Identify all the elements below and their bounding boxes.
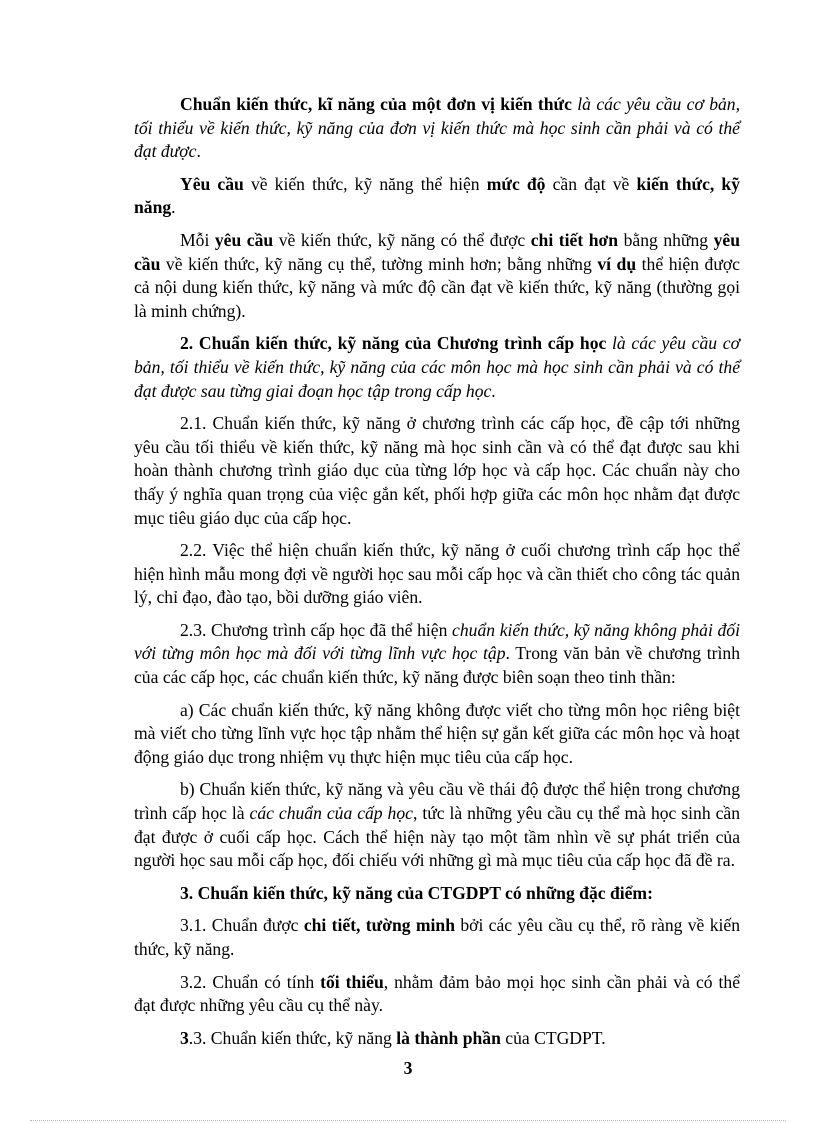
text-run: , nhằm đảm bảo mọi học sinh cần phải và có thể đạt được những yêu cầu cụ thể này.: [134, 971, 741, 1016]
text-run: về kiến thức, kỹ năng thể hiện: [243, 173, 487, 194]
para-3-3: [134, 1027, 740, 1051]
text-run: .: [491, 380, 496, 401]
bold-run: tối thiểu: [320, 971, 384, 992]
para-b: [134, 778, 740, 872]
bold-run: yêu cầu: [134, 229, 740, 274]
page-body: [134, 93, 740, 1059]
text-run: . Trong văn bản về chương trình của các cấp học, các chuẩn kiến thức, kỹ năng được biên soạn theo tinh thần:: [134, 643, 741, 688]
italic-run: là các yêu cầu cơ bản, tối thiểu về kiến thức, kỹ năng của các môn học mà học sinh cần phải và có thể đạt được sau từng giai đoạn học tập trong cấp học: [134, 333, 740, 401]
bold-run: 3: [180, 1027, 189, 1048]
text-run: b) Chuẩn kiến thức, kỹ năng và yêu cầu về thái độ được thể hiện trong chương trình cấp học là: [134, 779, 740, 824]
text-run: về kiến thức, kỹ năng cụ thể, tường minh hơn; bằng những: [160, 253, 598, 274]
para-don-vi-kien-thuc: [134, 93, 740, 164]
text-run: .3. Chuẩn kiến thức, kỹ năng: [188, 1027, 397, 1048]
bold-run: Yêu cầu: [180, 173, 244, 194]
bold-run: ví dụ: [597, 253, 637, 274]
text-run: 3.2. Chuẩn có tính: [180, 971, 321, 992]
text-run: a) Các chuẩn kiến thức, kỹ năng không được viết cho từng môn học riêng biệt mà viết cho từng lĩnh vực học tập nhằm thể hiện sự gắn kết giữa các môn học và hoạt động giáo dục trong nhiệm vụ thực hiện mục tiêu của cấp học.: [134, 699, 740, 767]
text-run: 2.1. Chuẩn kiến thức, kỹ năng ở chương trình các cấp học, đề cập tới những yêu cầu tối thiểu về kiến thức, kỹ năng mà học sinh cần và có thể đạt được sau khi hoàn thành chương trình giáo dục của từng lớp học và cấp học. Các chuẩn này cho thấy ý nghĩa quan trọng của việc gắn kết, phối hợp giữa các môn học nhằm đạt được mục tiêu giáo dục của cấp học.: [134, 413, 740, 528]
bold-run: Chuẩn kiến thức, kĩ năng của một đơn vị kiến thức: [180, 94, 572, 114]
text-run: bởi các yêu cầu cụ thể, rõ ràng về kiến thức, kỹ năng.: [134, 915, 740, 959]
para-section-2: [134, 332, 740, 403]
bold-run: mức độ: [486, 173, 546, 194]
text-run: về kiến thức, kỹ năng có thể được: [273, 229, 531, 250]
bold-run: là thành phần: [396, 1027, 501, 1048]
text-run: của CTGDPT.: [500, 1027, 606, 1048]
text-run: 3.1. Chuẩn được: [180, 915, 304, 936]
text-run: , tức là những yêu cầu cụ thể mà học sinh cần đạt được ở cuối cấp học. Cách thể hiện này tạo một tầm nhìn về sự phát triển của người học sau mỗi cấp học, đối chiếu với những gì mà mục tiêu của cấp học đã đề ra.: [134, 803, 741, 871]
para-2-2: [134, 539, 740, 610]
text-run: 2.3. Chương trình cấp học đã thể hiện: [180, 619, 453, 640]
para-3-2: [134, 971, 740, 1018]
para-yeu-cau: [134, 173, 740, 220]
para-2-3: [134, 619, 740, 690]
text-run: Mỗi: [180, 229, 215, 250]
bold-run: yêu cầu: [214, 229, 274, 250]
text-run: .: [196, 141, 201, 162]
text-run: thể hiện được cả nội dung kiến thức, kỹ năng và mức độ cần đạt về kiến thức, kỹ năng (thường gọi là minh chứng).: [134, 253, 740, 321]
text-run: cần đạt về: [545, 173, 637, 194]
para-a: [134, 699, 740, 770]
para-section-3: [134, 882, 740, 906]
para-moi-yeu-cau: [134, 229, 740, 323]
para-2-1: [134, 412, 740, 530]
italic-run: chuẩn kiến thức, kỹ năng không phải đối với từng môn học mà đối với từng lĩnh vực học tập: [134, 619, 740, 664]
text-run: bằng những: [618, 229, 714, 250]
bold-run: kiến thức, kỹ năng: [134, 173, 740, 218]
page-footer-divider: [30, 1120, 786, 1121]
para-3-1: [134, 914, 740, 961]
page-number: 3: [403, 1058, 413, 1078]
bold-run: chi tiết hơn: [530, 229, 619, 250]
bold-run: 3. Chuẩn kiến thức, kỹ năng của CTGDPT có những đặc điểm:: [180, 882, 653, 903]
bold-run: 2. Chuẩn kiến thức, kỹ năng của Chương trình cấp học: [180, 333, 607, 354]
text-run: 2.2. Việc thể hiện chuẩn kiến thức, kỹ năng ở cuối chương trình cấp học thể hiện hình mẫu mong đợi về người học sau mỗi cấp học và cần thiết cho công tác quản lý, chỉ đạo, đào tạo, bồi dưỡng giáo viên.: [134, 540, 740, 608]
italic-run: là các yêu cầu cơ bản, tối thiểu về kiến thức, kỹ năng của đơn vị kiến thức mà học sinh cần phải và có thể đạt được: [134, 94, 740, 162]
bold-run: chi tiết, tường minh: [303, 915, 455, 936]
text-run: .: [171, 197, 176, 218]
italic-run: các chuẩn của cấp học: [249, 803, 413, 824]
